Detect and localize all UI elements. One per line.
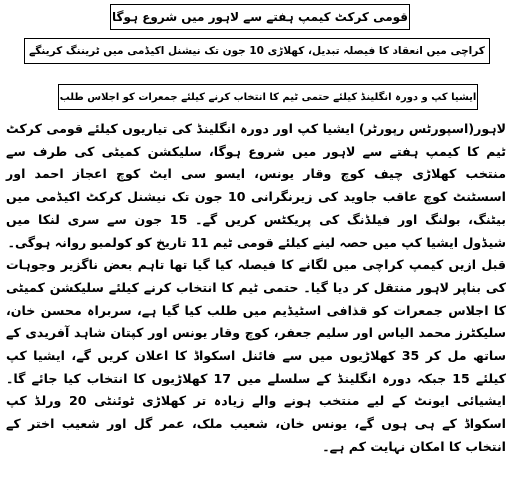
second-headline: کراچی میں انعقاد کا فیصلہ تبدیل، کھلاڑی 10 جون تک نیشنل اکیڈمی میں ٹریننگ کرینگے (24, 38, 490, 64)
article-body (6, 118, 506, 459)
article-paragraph-2: قبل ازیں کیمپ کراچی میں لگانے کا فیصلہ کیا گیا تھا تاہم بعض ناگزیر وجوہات کی بناپر لاہور منتقل کر دیا گیا۔ حتمی ٹیم کا انتخاب کرنے کیلئے سلیکشن کمیٹی کا اجلاس جمعرات کو قذافی اسٹیڈیم میں طلب کیا گیا ہے، سربراہ محسن خان، سلیکٹرز محمد الیاس اور سلیم جعفر، کوچ وقار یونس اور کپتان شاہد آفریدی کے ساتھ مل کر 35 کھلاڑیوں میں سے فائنل اسکواڈ کا اعلان کریں گے، ایشیا کپ کیلئے 15 جبکہ دورہ انگلینڈ کے سلسلے میں 17 کھلاڑیوں کا انتخاب کیا جائے گا۔ ایشیائی ایونٹ کے لیے منتخب ہونے والے زیادہ تر کھلاڑی ٹوئنٹی 20 ورلڈ کپ اسکواڈ کے ہی ہوں گے، یونس خان، شعیب ملک، عمر گل اور شعیب اختر کے انتخاب کا امکان نہایت کم ہے۔ (6, 257, 507, 454)
article-paragraph-1: لاہور(اسپورٹس رپورٹر) ایشیا کپ اور دورہ انگلینڈ کی تیاریوں کیلئے قومی کرکٹ ٹیم کا کیمپ ہفتے سے لاہور میں شروع ہوگا، سلیکشن کمیٹی کی طرف سے منتخب کھلاڑی چیف کوچ وقار یونس، ایسو سی ایٹ کوچ اعجاز احمد اور اسسٹنٹ کوچ عاقب جاوید کی زیرنگرانی 10 جون تک نیشنل کرکٹ اکیڈمی میں بیٹنگ، بولنگ اور فیلڈنگ کی پریکٹس کریں گے۔ 15 جون سے سری لنکا میں شیڈول ایشیا کپ میں حصہ لینے کیلئے قومی ٹیم 11 تاریخ کو کولمبو روانہ ہوگی۔ (6, 121, 506, 250)
main-headline: قومی کرکٹ کیمپ ہفتے سے لاہور میں شروع ہوگا (110, 4, 410, 30)
third-headline: ایشیا کپ و دورہ انگلینڈ کیلئے حتمی ٹیم کا انتخاب کرنے کیلئے جمعرات کو اجلاس طلب (58, 84, 478, 110)
